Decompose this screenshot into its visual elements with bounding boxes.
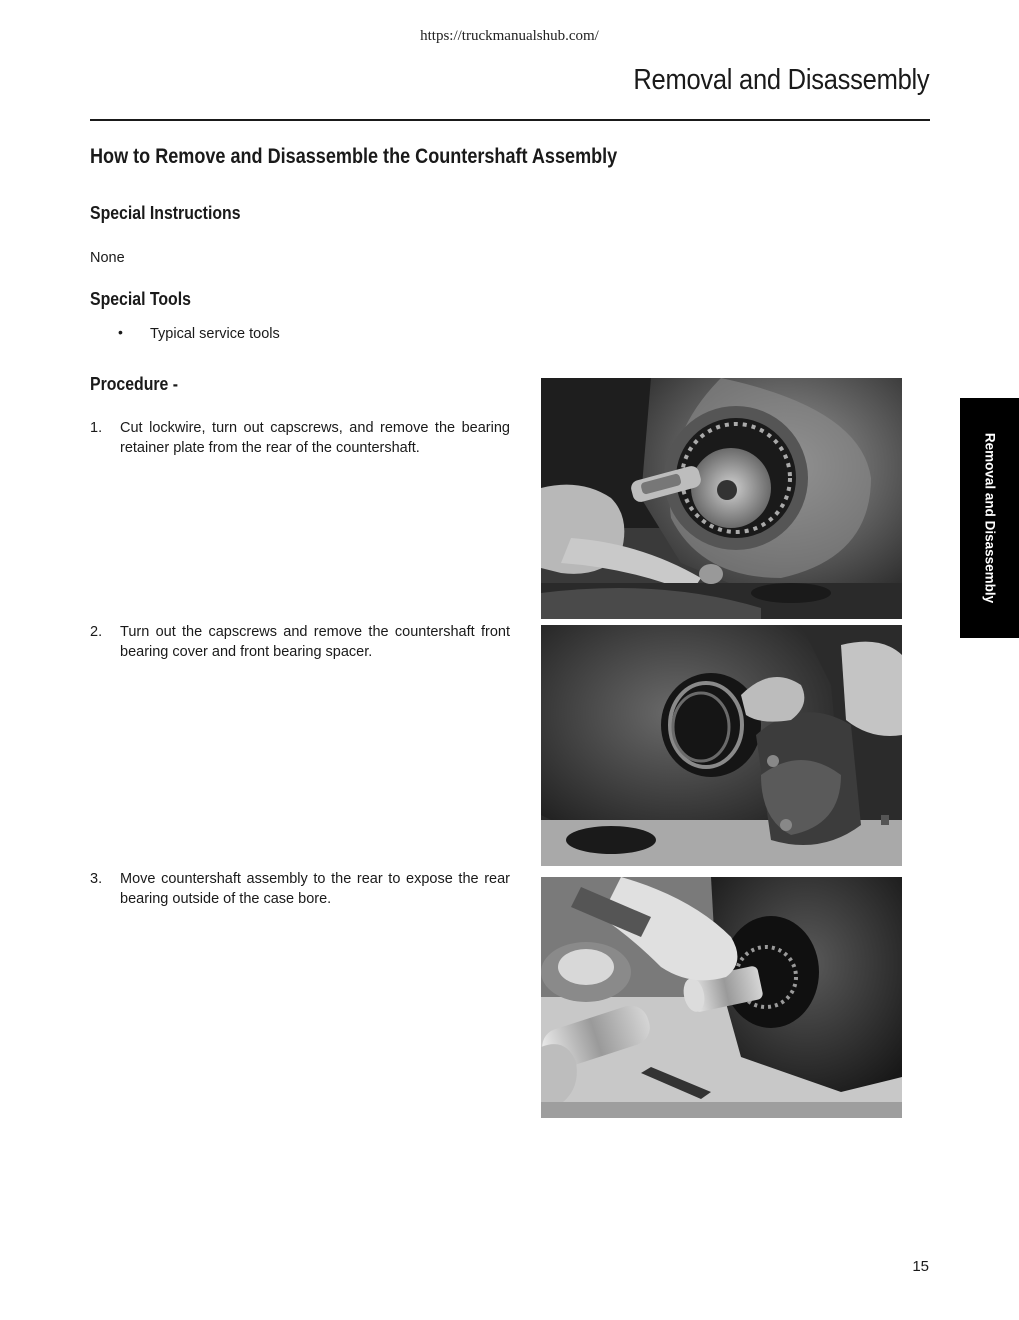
source-url[interactable]: https://truckmanualshub.com/ [420, 28, 599, 44]
special-tools-heading: Special Tools [90, 289, 191, 309]
special-instructions-heading: Special Instructions [90, 203, 241, 223]
step-3-photo [541, 877, 902, 1118]
side-tab-label: Removal and Disassembly [982, 432, 997, 604]
side-tab [960, 398, 1019, 638]
header-rule [90, 119, 930, 121]
step-2-photo [541, 625, 902, 866]
step-text: Cut lockwire, turn out capscrews, and remove the bearing retainer plate from the rear of the countershaft. [120, 420, 510, 456]
step-1-photo [541, 378, 902, 619]
procedure-heading: Procedure - [90, 374, 179, 394]
step-text: Turn out the capscrews and remove the countershaft front bearing cover and front bearing spacer. [120, 624, 510, 660]
page-number: 15 [912, 1258, 929, 1275]
page-title: How to Remove and Disassemble the Countershaft Assembly [90, 145, 618, 168]
step-number: 1. [90, 420, 103, 436]
tool-item: Typical service tools [150, 326, 280, 342]
special-instructions-text: None [90, 250, 125, 266]
step-number: 2. [90, 624, 103, 640]
step-text: Move countershaft assembly to the rear to expose the rear bearing outside of the case bore. [120, 871, 510, 907]
step-number: 3. [90, 871, 103, 887]
bullet-icon: • [118, 324, 123, 340]
section-title: Removal and Disassembly [632, 64, 929, 96]
